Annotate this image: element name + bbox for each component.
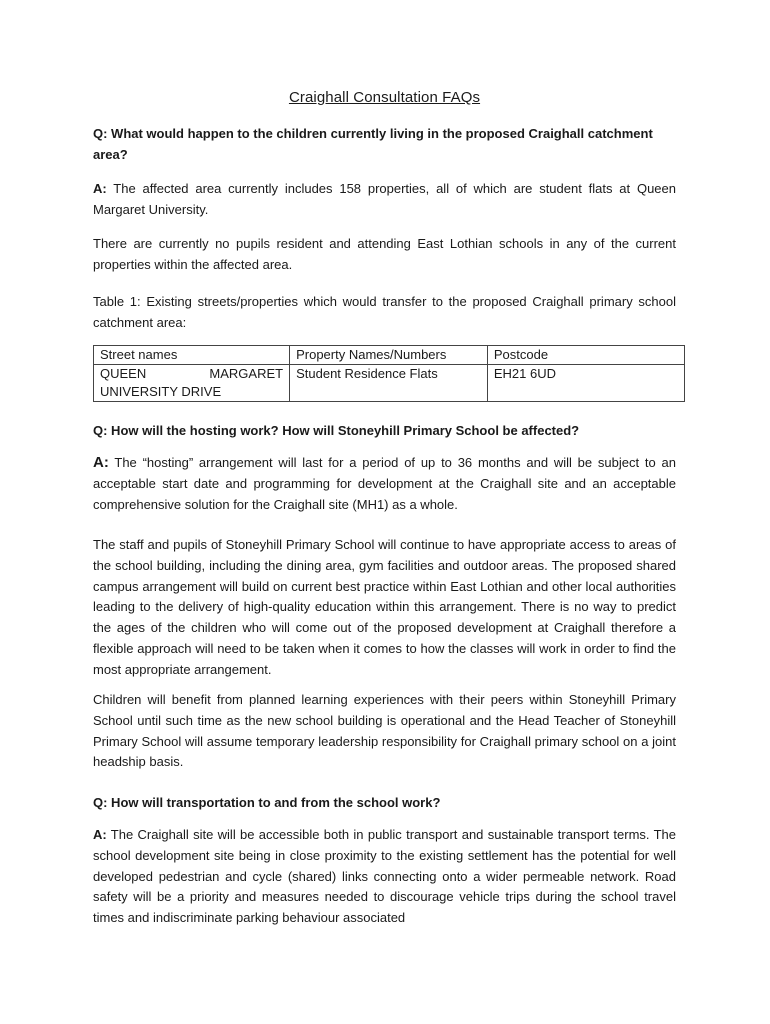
- answer-1-text: The affected area currently includes 158 properties, all of which are student flats at Queen Margaret University.: [93, 181, 676, 217]
- answer-3-text: The Craighall site will be accessible both in public transport and sustainable transport terms. The school development site being in close proximity to the existing settlement has the potential for well developed pedestrian and cycle (shared) links connecting onto a wider permeable network. Road safety will be a priority and measures needed to discourage vehicle trips during the school travel times and indiscriminate parking behaviour associated: [93, 827, 676, 926]
- question-3: Q: How will transportation to and from the school work?: [93, 795, 441, 810]
- answer-2-paragraph-3: Children will benefit from planned learning experiences with their peers within Stoneyhill Primary School until such time as the new school building is operational and the Head Teacher of Stoneyhill Primary School will assume temporary leadership responsibility for Craighall primary school on a joint headship basis.: [93, 692, 676, 770]
- answer-label: A:: [93, 827, 107, 842]
- answer-1-paragraph-2: There are currently no pupils resident and attending East Lothian schools in any of the current properties within the affected area.: [93, 236, 676, 272]
- question-1: Q: What would happen to the children currently living in the proposed Craighall catchment area?: [93, 126, 653, 162]
- table-caption: Table 1: Existing streets/properties which would transfer to the proposed Craighall primary school catchment area:: [93, 294, 676, 330]
- answer-2: [93, 453, 676, 515]
- table-header-cell: Postcode: [487, 346, 684, 365]
- table-cell-street: [94, 365, 290, 402]
- table-header-cell: Property Names/Numbers: [290, 346, 488, 365]
- catchment-table: [93, 345, 685, 402]
- street-word: QUEEN: [100, 366, 147, 381]
- answer-3: [93, 825, 676, 929]
- street-word: UNIVERSITY DRIVE: [100, 384, 222, 399]
- document-title: Craighall Consultation FAQs: [288, 89, 481, 106]
- answer-2-paragraph-2: The staff and pupils of Stoneyhill Primary School will continue to have appropriate access to areas of the school building, including the dining area, gym facilities and outdoor areas. The proposed shared campus arrangement will build on current best practice within East Lothian and other local authorities leading to the delivery of high-quality education within this arrangement. There is no way to predict the ages of the children who will come out of the proposed development at Craighall therefore a flexible approach will need to be taken when it comes to how the classes will work in order to find the most appropriate arrangement.: [93, 537, 676, 677]
- street-word: MARGARET: [209, 366, 284, 381]
- table-cell-postcode: EH21 6UD: [487, 365, 684, 402]
- answer-2-text: The “hosting” arrangement will last for a period of up to 36 months and will be subject to an acceptable start date and programming for development at the Craighall site and an acceptable comprehensive solution for the Craighall site (MH1) as a whole.: [93, 455, 676, 512]
- answer-label: A:: [93, 454, 109, 471]
- question-2: Q: How will the hosting work? How will Stoneyhill Primary School be affected?: [93, 423, 580, 438]
- answer-1: [93, 179, 676, 221]
- table-cell-property: Student Residence Flats: [290, 365, 488, 402]
- answer-label: A:: [93, 181, 107, 196]
- table-header-cell: Street names: [94, 346, 290, 365]
- table-header-row: [94, 346, 685, 365]
- table-row: [94, 365, 685, 402]
